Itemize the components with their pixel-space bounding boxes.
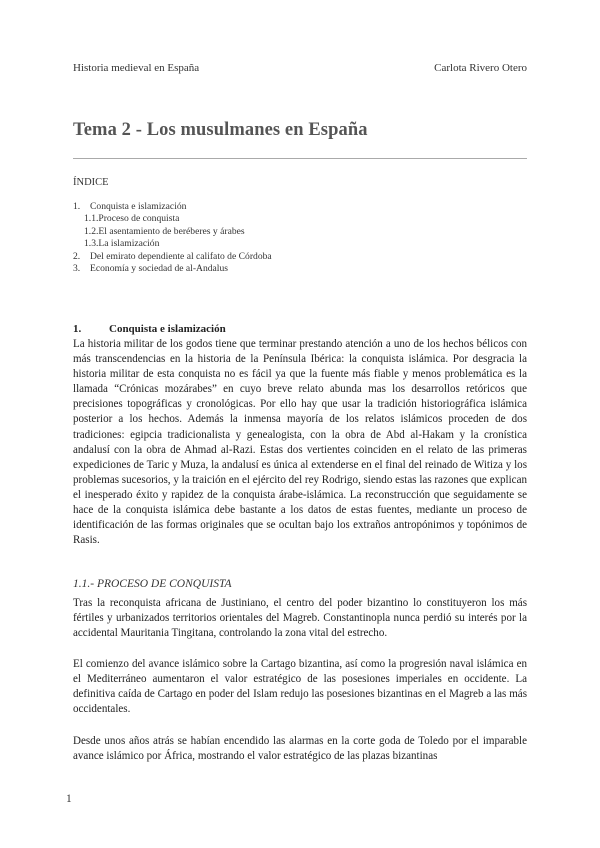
toc-item-label: Economía y sociedad de al-Andalus	[90, 263, 228, 275]
section-title: Conquista e islamización	[109, 323, 226, 335]
document-title: Tema 2 - Los musulmanes en España	[73, 120, 368, 140]
toc-item	[73, 251, 527, 263]
section-heading	[73, 323, 226, 335]
subsection-paragraph: El comienzo del avance islámico sobre la Cartago bizantina, así como la progresión naval islámica en el Mediterráneo aumentaron el valor estratégico de las posesiones imperiales en occidente. La definitiva caída de Cartago en poder del Islam redujo las posesiones bizantinas en el Magreb a las más occidentales.	[73, 658, 527, 716]
subsection-heading: 1.1.- PROCESO DE CONQUISTA	[73, 578, 232, 590]
header-course-title: Historia medieval en España	[73, 62, 200, 74]
toc-item	[73, 213, 527, 225]
subsection-paragraph: Desde unos años atrás se habían encendido las alarmas en la corte goda de Toledo por el imparable avance islámico por África, mostrando el valor estratégico de las plazas bizantinas	[73, 735, 527, 763]
toc-item	[73, 226, 527, 238]
page-number: 1	[66, 793, 72, 805]
toc-item-label: Conquista e islamización	[90, 201, 187, 212]
toc-item	[73, 238, 527, 250]
section-paragraph: La historia militar de los godos tiene que terminar prestando atención a uno de los hechos bélicos con más transcendencias en la historia de la Península Ibérica: la conquista islámica. Por desgracia la historia militar de esta conquista no es fácil ya que la fuente más fiable y menos problemática es la llamada “Crónicas mozárabes” en cuyo breve relato abunda mas los desarrollos retóricos que precisiones topográficas y cronológicas. Por ello hay que usar la tradición historiográfica islámica posterior a los hechos. Además la inmensa mayoría de los relatos islámicos proceden de dos tradiciones: egipcia tradicionalista y genealogista, con la obra de Abd al-Hakam y la cronística andalusí con la obra de Ahmad al-Razi. Estas dos vertientes coinciden en el relato de las primeras expediciones de Taric y Muza, la andalusí es única al extenderse en el final del reinado de Witiza y los problemas sucesorios, y la traición en el ejército del rey Rodrigo, siendo estas las razones que explican el inesperado éxito y rapidez de la conquista árabe-islámica. La reconstrucción que seguidamente se hace de la conquista islámica debe bastante a los datos de estas fuentes, mediante un proceso de identificación de las formas originales que se ocultan bajo los extraños antropónimos y topónimos de Rasis.	[73, 338, 528, 547]
toc-item-label: Del emirato dependiente al califato de Córdoba	[90, 250, 272, 262]
toc-item-label: La islamización	[98, 238, 160, 250]
toc-item-number: 3.	[73, 263, 81, 275]
toc-item	[73, 263, 527, 275]
table-of-contents	[73, 201, 527, 275]
toc-item-number: 2.	[73, 250, 81, 262]
toc-item-number: 1.2.	[84, 225, 99, 237]
title-divider	[73, 158, 527, 159]
subsection-paragraph: Tras la reconquista africana de Justiniano, el centro del poder bizantino lo constituyeron los más fértiles y urbanizados territorios orientales del Magreb. Constantinopla nunca perdió su interés por la accidental Mauritania Tingitana, controlando la zona vital del estrecho.	[73, 597, 527, 640]
section-number: 1.	[73, 323, 82, 335]
toc-item-number: 1.1.	[84, 213, 99, 225]
toc-item	[73, 201, 527, 213]
toc-item-number: 1.3.	[84, 238, 99, 250]
toc-item-number: 1.	[73, 201, 81, 212]
toc-item-label: El asentamiento de beréberes y árabes	[98, 225, 245, 237]
toc-item-label: Proceso de conquista	[98, 213, 180, 225]
header-author: Carlota Rivero Otero	[434, 62, 527, 74]
toc-heading: ÍNDICE	[73, 177, 109, 188]
